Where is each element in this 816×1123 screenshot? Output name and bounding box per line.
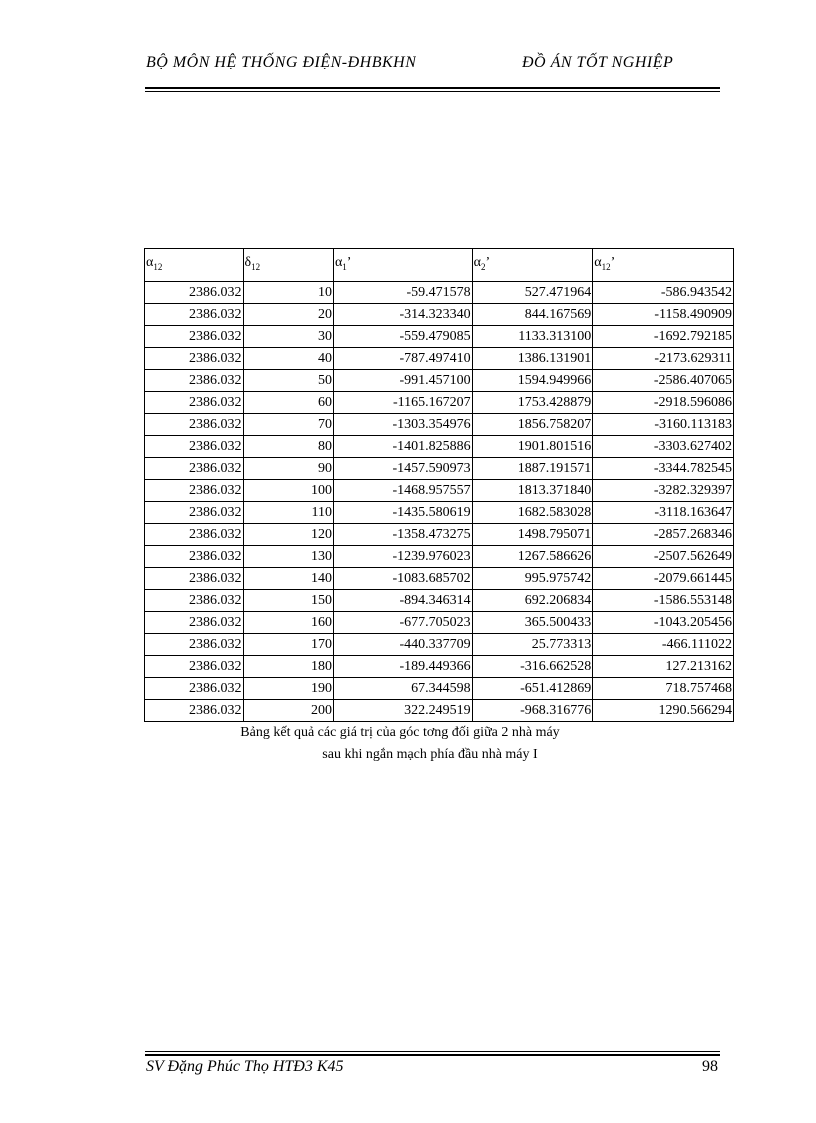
table-cell: -1457.590973: [333, 458, 472, 480]
table-cell: -59.471578: [333, 282, 472, 304]
table-cell: 40: [243, 348, 333, 370]
table-cell: 1856.758207: [472, 414, 593, 436]
column-header: [472, 249, 593, 282]
table-row: [145, 502, 734, 524]
column-header-prime: ’: [346, 255, 352, 271]
table-cell: -1401.825886: [333, 436, 472, 458]
table-row: [145, 458, 734, 480]
header-document-type: ĐỒ ÁN TỐT NGHIỆP: [522, 54, 674, 69]
table-cell: -189.449366: [333, 656, 472, 678]
table-cell: 1901.801516: [472, 436, 593, 458]
column-header: [145, 249, 244, 282]
column-header: [593, 249, 734, 282]
table-cell: 322.249519: [333, 700, 472, 722]
table-header-row: [145, 249, 734, 282]
page-number: 98: [702, 1058, 718, 1075]
table-row: [145, 656, 734, 678]
table-cell: 1887.191571: [472, 458, 593, 480]
table-cell: 2386.032: [145, 524, 244, 546]
column-header-subscript: 12: [251, 261, 261, 272]
table-cell: 1594.949966: [472, 370, 593, 392]
table-cell: 1267.586626: [472, 546, 593, 568]
table-cell: 110: [243, 502, 333, 524]
table-row: [145, 590, 734, 612]
table-cell: 25.773313: [472, 634, 593, 656]
column-header-prime: ’: [610, 255, 616, 271]
table-cell: 180: [243, 656, 333, 678]
table-cell: -1083.685702: [333, 568, 472, 590]
table-cell: 2386.032: [145, 480, 244, 502]
footer-rule-thin: [145, 1051, 720, 1052]
table-row: [145, 348, 734, 370]
table-cell: -3118.163647: [593, 502, 734, 524]
footer-rule: [145, 1054, 720, 1056]
table-cell: -2857.268346: [593, 524, 734, 546]
column-header-subscript: 1: [342, 261, 347, 272]
table-cell: 130: [243, 546, 333, 568]
header-rule: [145, 87, 720, 89]
table-cell: -2918.596086: [593, 392, 734, 414]
table-cell: -2586.407065: [593, 370, 734, 392]
table-cell: 10: [243, 282, 333, 304]
table-cell: 2386.032: [145, 546, 244, 568]
table-cell: 120: [243, 524, 333, 546]
table-cell: 2386.032: [145, 700, 244, 722]
table-row: [145, 414, 734, 436]
table-cell: -2079.661445: [593, 568, 734, 590]
table-cell: -2173.629311: [593, 348, 734, 370]
table-cell: 2386.032: [145, 392, 244, 414]
table-cell: -894.346314: [333, 590, 472, 612]
table-cell: -677.705023: [333, 612, 472, 634]
table-cell: -991.457100: [333, 370, 472, 392]
table-cell: 2386.032: [145, 568, 244, 590]
header-rule-thin: [145, 91, 720, 92]
table-cell: 2386.032: [145, 348, 244, 370]
table-cell: 2386.032: [145, 678, 244, 700]
table-cell: -1239.976023: [333, 546, 472, 568]
table-cell: 2386.032: [145, 326, 244, 348]
table-cell: 995.975742: [472, 568, 593, 590]
table-cell: 1813.371840: [472, 480, 593, 502]
table-cell: 2386.032: [145, 282, 244, 304]
table-row: [145, 634, 734, 656]
table-cell: 127.213162: [593, 656, 734, 678]
table-cell: -1358.473275: [333, 524, 472, 546]
table-cell: 160: [243, 612, 333, 634]
table-cell: 2386.032: [145, 590, 244, 612]
column-header-symbol: α: [334, 255, 343, 271]
column-header: [333, 249, 472, 282]
table-cell: 1498.795071: [472, 524, 593, 546]
table-cell: 2386.032: [145, 502, 244, 524]
table-cell: -466.111022: [593, 634, 734, 656]
table-cell: 60: [243, 392, 333, 414]
table-cell: -651.412869: [472, 678, 593, 700]
table-cell: 20: [243, 304, 333, 326]
table-cell: 70: [243, 414, 333, 436]
table-row: [145, 568, 734, 590]
table-cell: 1753.428879: [472, 392, 593, 414]
table-cell: 2386.032: [145, 436, 244, 458]
table-cell: 2386.032: [145, 458, 244, 480]
table-cell: -3303.627402: [593, 436, 734, 458]
table-row: [145, 326, 734, 348]
table-row: [145, 480, 734, 502]
footer-author: SV Đặng Phúc Thọ HTĐ3 K45: [146, 1058, 344, 1075]
table-row: [145, 700, 734, 722]
table-cell: -3160.113183: [593, 414, 734, 436]
table-cell: 1386.131901: [472, 348, 593, 370]
table-row: [145, 304, 734, 326]
table-cell: 365.500433: [472, 612, 593, 634]
table-caption-line-1: Bảng kết quả các giá trị của góc tơng đối giữa 2 nhà máy: [240, 725, 560, 740]
table-cell: -316.662528: [472, 656, 593, 678]
table-cell: -586.943542: [593, 282, 734, 304]
table-cell: -1165.167207: [333, 392, 472, 414]
column-header-symbol: α: [473, 255, 481, 271]
table-cell: 140: [243, 568, 333, 590]
table-cell: -1692.792185: [593, 326, 734, 348]
table-cell: 50: [243, 370, 333, 392]
table-cell: -3282.329397: [593, 480, 734, 502]
table-cell: -1303.354976: [333, 414, 472, 436]
table-caption-line-2: sau khi ngắn mạch phía đầu nhà máy I: [322, 747, 538, 762]
column-header-subscript: 12: [601, 261, 611, 272]
table-cell: 90: [243, 458, 333, 480]
table-cell: 30: [243, 326, 333, 348]
table-cell: 150: [243, 590, 333, 612]
column-header-symbol: α: [594, 255, 602, 271]
table-cell: 2386.032: [145, 414, 244, 436]
table-cell: 190: [243, 678, 333, 700]
table-cell: -1043.205456: [593, 612, 734, 634]
table-cell: -3344.782545: [593, 458, 734, 480]
table-cell: 527.471964: [472, 282, 593, 304]
table-cell: -559.479085: [333, 326, 472, 348]
table-cell: 844.167569: [472, 304, 593, 326]
table-cell: 200: [243, 700, 333, 722]
table-body: [145, 282, 734, 722]
table-cell: 2386.032: [145, 656, 244, 678]
table-row: [145, 612, 734, 634]
table-cell: -314.323340: [333, 304, 472, 326]
table-cell: 2386.032: [145, 634, 244, 656]
column-header-subscript: 12: [153, 261, 163, 272]
table-cell: -1158.490909: [593, 304, 734, 326]
table-cell: -787.497410: [333, 348, 472, 370]
table-cell: 100: [243, 480, 333, 502]
table-row: [145, 436, 734, 458]
table-cell: -440.337709: [333, 634, 472, 656]
table-row: [145, 678, 734, 700]
table-cell: -1435.580619: [333, 502, 472, 524]
table-cell: 718.757468: [593, 678, 734, 700]
table-cell: 1290.566294: [593, 700, 734, 722]
table-row: [145, 282, 734, 304]
table-cell: -1468.957557: [333, 480, 472, 502]
header-department: BỘ MÔN HỆ THỐNG ĐIỆN-ĐHBKHN: [146, 54, 417, 69]
column-header: [243, 249, 333, 282]
table-cell: 80: [243, 436, 333, 458]
column-header-subscript: 2: [481, 261, 486, 272]
column-header-symbol: δ: [244, 255, 252, 271]
table-cell: 2386.032: [145, 370, 244, 392]
table-cell: 1133.313100: [472, 326, 593, 348]
table-cell: 1682.583028: [472, 502, 593, 524]
column-header-prime: ’: [485, 255, 491, 271]
table-cell: -2507.562649: [593, 546, 734, 568]
table-row: [145, 392, 734, 414]
column-header-symbol: α: [146, 255, 154, 271]
table-cell: 692.206834: [472, 590, 593, 612]
table-row: [145, 546, 734, 568]
table-cell: 67.344598: [333, 678, 472, 700]
table-row: [145, 370, 734, 392]
table-cell: -1586.553148: [593, 590, 734, 612]
table-row: [145, 524, 734, 546]
table-cell: -968.316776: [472, 700, 593, 722]
table-cell: 170: [243, 634, 333, 656]
table-cell: 2386.032: [145, 304, 244, 326]
table-cell: 2386.032: [145, 612, 244, 634]
results-table: [144, 248, 734, 722]
